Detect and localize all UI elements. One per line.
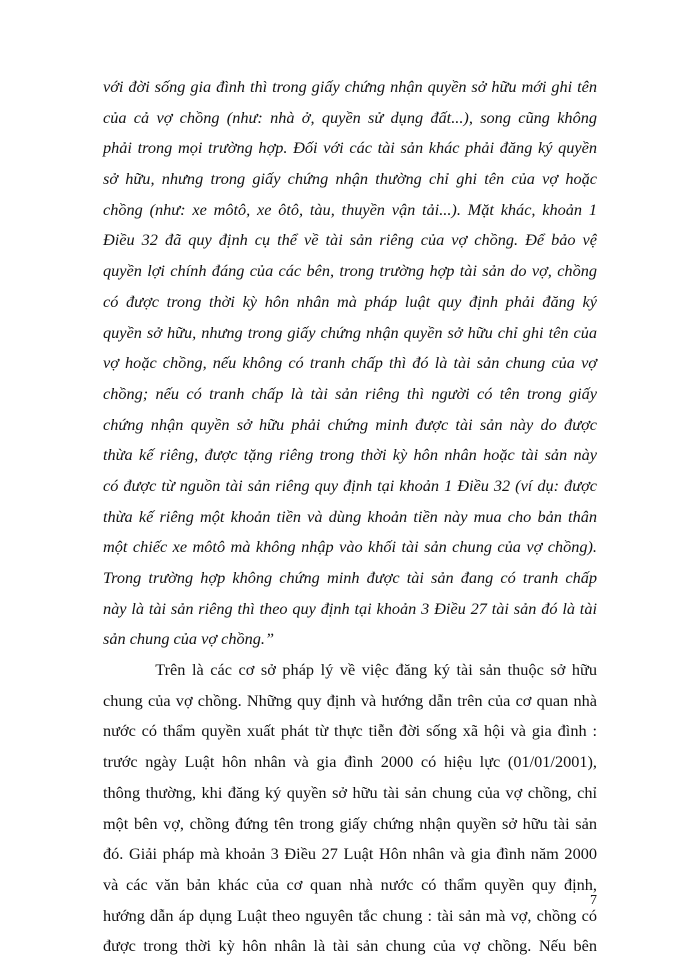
paragraph-line: đó. Giải pháp mà khoản 3 Điều 27 Luật Hôn nhân và gia đình năm 2000 xyxy=(103,844,597,864)
quote-line: thừa kế riêng, được tặng riêng trong thời kỳ hôn nhân hoặc tài sản này xyxy=(103,445,597,465)
quote-line: chồng (như: xe môtô, xe ôtô, tàu, thuyền vận tải...). Mặt khác, khoản 1 xyxy=(103,199,597,219)
paragraph-line: hướng dẫn áp dụng Luật theo nguyên tắc chung : tài sản mà vợ, chồng có xyxy=(103,905,597,925)
page-number: 7 xyxy=(590,893,597,908)
quote-line: với đời sống gia đình thì trong giấy chứng nhận quyền sở hữu mới ghi tên xyxy=(103,77,597,96)
quote-line: có được từ nguồn tài sản riêng quy định tại khoản 1 Điều 32 (ví dụ: được xyxy=(103,475,597,495)
quote-line: phải trong mọi trường hợp. Đối với các tài sản khác phải đăng ký quyền xyxy=(103,138,597,158)
quote-line: này là tài sản riêng thì theo quy định tại khoản 3 Điều 27 tài sản đó là tài xyxy=(103,598,597,618)
quote-line: Trong trường hợp không chứng minh được tài sản đang có tranh chấp xyxy=(103,568,597,587)
quote-line: vợ hoặc chồng, nếu không có tranh chấp thì đó là tài sản chung của vợ xyxy=(103,353,597,373)
quote-line: của cả vợ chồng (như: nhà ở, quyền sử dụng đất...), song cũng không xyxy=(103,107,597,127)
quote-line: thừa kế riêng một khoản tiền và dùng khoản tiền này mua cho bản thân xyxy=(103,506,597,526)
body-paragraph xyxy=(103,655,597,962)
quote-line: Điều 32 đã quy định cụ thể về tài sản riêng của vợ chồng. Để bảo vệ xyxy=(103,230,597,250)
paragraph-line: và các văn bản khác của cơ quan nhà nước có thẩm quyền quy định, xyxy=(103,874,597,894)
paragraph-line: được trong thời kỳ hôn nhân là tài sản chung của vợ chồng. Nếu bên xyxy=(103,936,597,956)
quote-line: chồng; nếu có tranh chấp là tài sản riêng thì người có tên trong giấy xyxy=(103,383,597,403)
quote-line: sở hữu, nhưng trong giấy chứng nhận thường chỉ ghi tên của vợ hoặc xyxy=(103,169,597,189)
paragraph-line: trước ngày Luật hôn nhân và gia đình 2000 có hiệu lực (01/01/2001), xyxy=(103,752,597,772)
quote-line: chứng nhận quyền sở hữu phải chứng minh được tài sản này do được xyxy=(103,414,597,434)
paragraph-line: Trên là các cơ sở pháp lý về việc đăng ký tài sản thuộc sở hữu xyxy=(103,660,597,680)
paragraph-line: chung của vợ chồng. Những quy định và hướng dẫn trên của cơ quan nhà xyxy=(103,690,597,710)
quote-line: quyền lợi chính đáng của các bên, trong trường hợp tài sản do vợ, chồng xyxy=(103,261,597,281)
quote-line: sản chung của vợ chồng.” xyxy=(103,629,275,649)
paragraph-line: thông thường, khi đăng ký quyền sở hữu tài sản chung của vợ chồng, chỉ xyxy=(103,782,597,802)
quote-line: quyền sở hữu, nhưng trong giấy chứng nhận quyền sở hữu chỉ ghi tên của xyxy=(103,322,597,342)
page-body xyxy=(103,72,597,962)
paragraph-line: nước có thẩm quyền xuất phát từ thực tiễn đời sống xã hội và gia đình : xyxy=(103,721,597,741)
quote-line: một chiếc xe môtô mà không nhập vào khối tài sản chung của vợ chồng). xyxy=(103,537,597,557)
quoted-passage xyxy=(103,72,597,655)
quote-line: có được trong thời kỳ hôn nhân mà pháp luật quy định phải đăng ký xyxy=(103,291,597,311)
paragraph-line: một bên vợ, chồng đứng tên trong giấy chứng nhận quyền sở hữu tài sản xyxy=(103,813,597,833)
